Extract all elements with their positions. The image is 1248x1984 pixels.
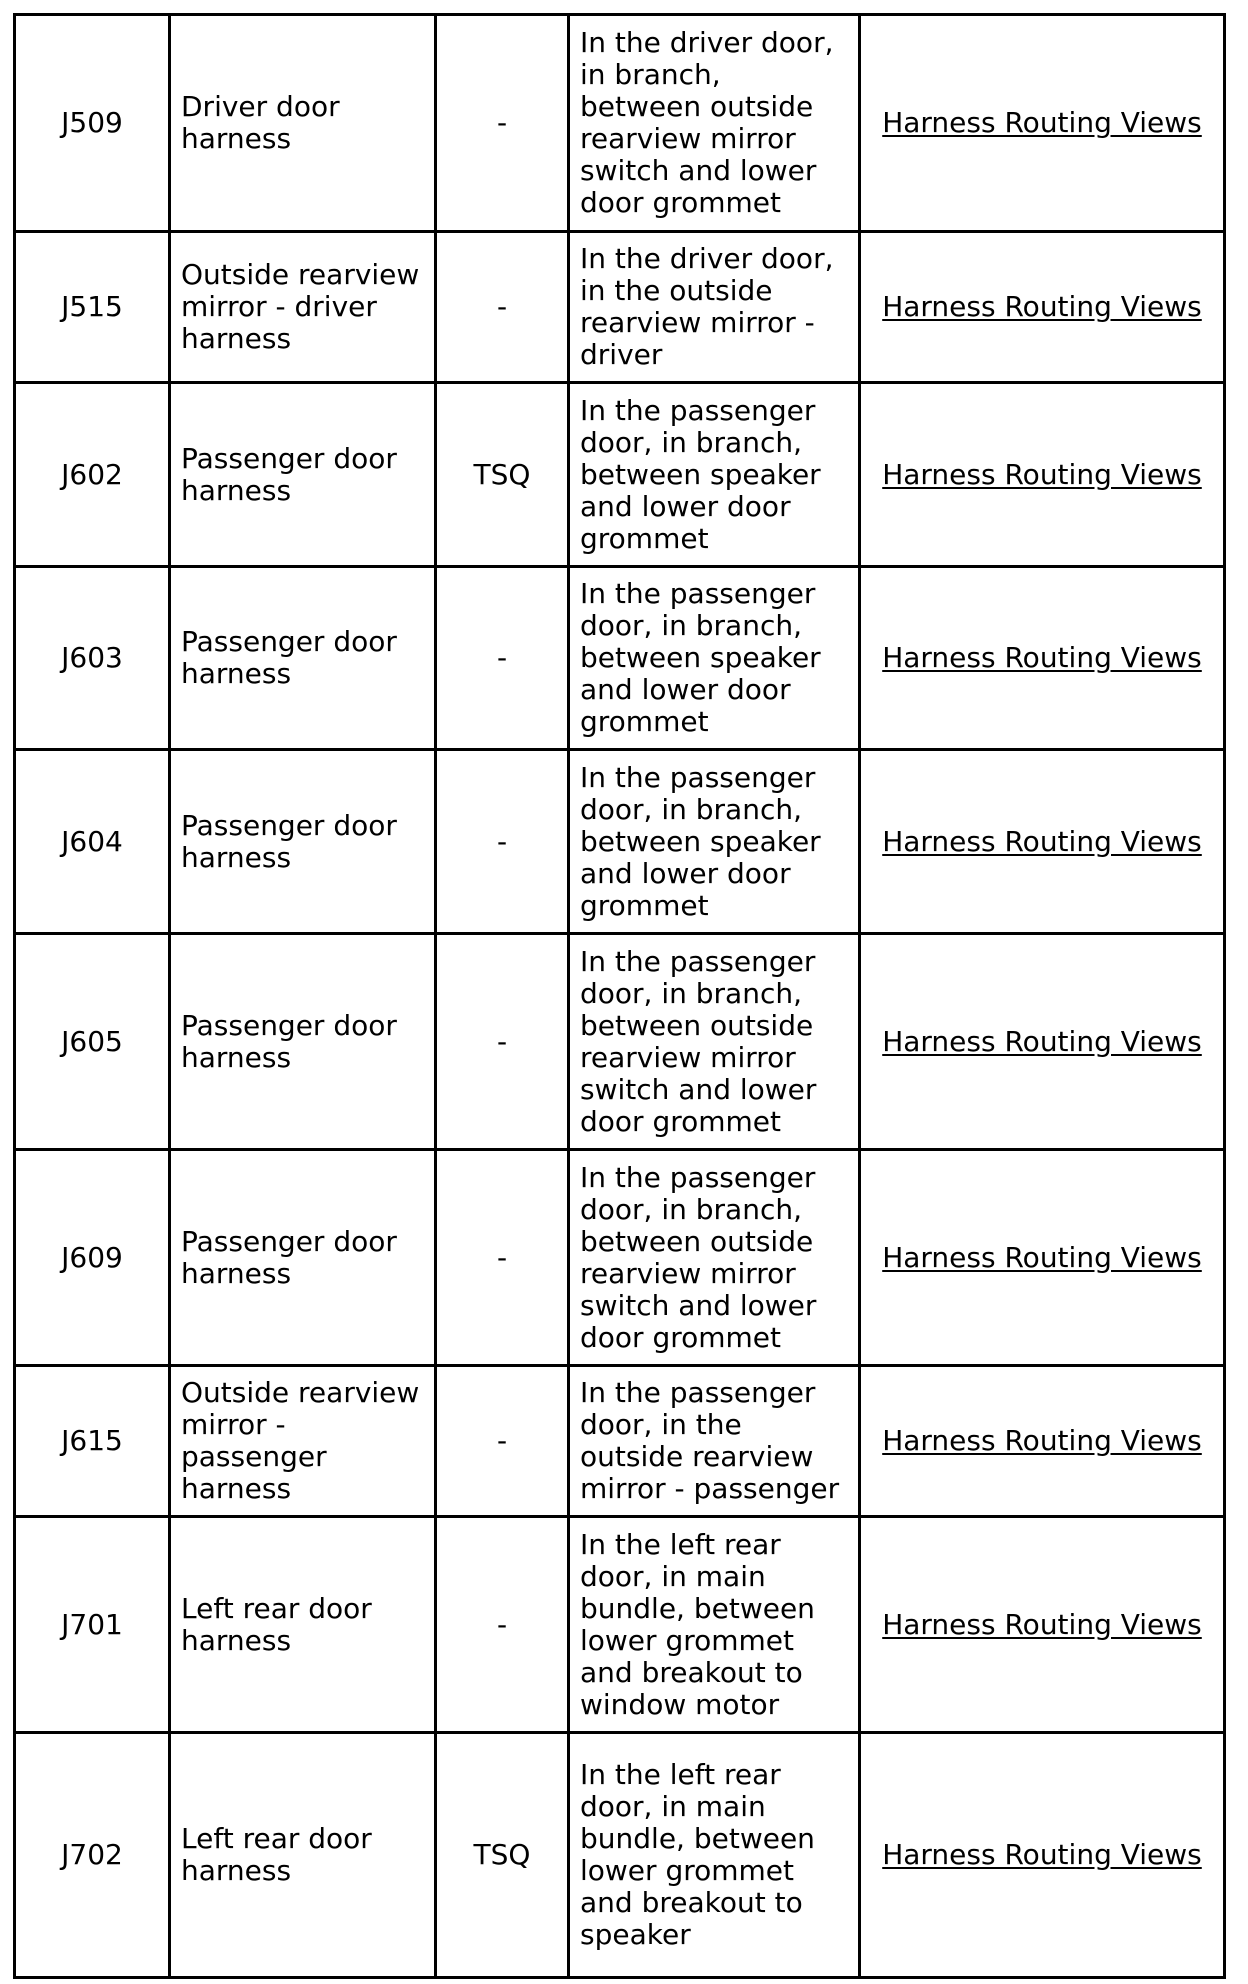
location-text: In the passenger door, in branch, between outside rearview mirror switch and lower door grommet bbox=[569, 934, 860, 1150]
connector-id: J602 bbox=[15, 383, 170, 567]
link-cell bbox=[860, 750, 1225, 934]
option-code: TSQ bbox=[436, 1733, 569, 1978]
option-code: - bbox=[436, 567, 569, 750]
option-code: - bbox=[436, 934, 569, 1150]
table-row bbox=[15, 934, 1225, 1150]
table-row bbox=[15, 232, 1225, 383]
connector-id: J603 bbox=[15, 567, 170, 750]
option-code: - bbox=[436, 1517, 569, 1733]
location-text: In the passenger door, in branch, between speaker and lower door grommet bbox=[569, 567, 860, 750]
table-row bbox=[15, 15, 1225, 232]
connector-id: J609 bbox=[15, 1150, 170, 1366]
connector-id: J605 bbox=[15, 934, 170, 1150]
harness-routing-views-link[interactable]: Harness Routing Views bbox=[882, 824, 1202, 858]
location-text: In the passenger door, in branch, between speaker and lower door grommet bbox=[569, 383, 860, 567]
harness-routing-views-link[interactable]: Harness Routing Views bbox=[882, 290, 1202, 323]
harness-routing-views-link[interactable]: Harness Routing Views bbox=[882, 1240, 1202, 1274]
harness-routing-views-link[interactable]: Harness Routing Views bbox=[882, 1424, 1202, 1457]
harness-name: Passenger door harness bbox=[170, 567, 436, 750]
harness-name: Passenger door harness bbox=[170, 383, 436, 567]
connector-id: J509 bbox=[15, 15, 170, 232]
harness-routing-views-link[interactable]: Harness Routing Views bbox=[882, 1024, 1202, 1058]
harness-name: Outside rearview mirror - passenger harness bbox=[170, 1366, 436, 1517]
harness-name: Passenger door harness bbox=[170, 1150, 436, 1366]
link-cell bbox=[860, 567, 1225, 750]
link-cell bbox=[860, 15, 1225, 232]
connector-id: J701 bbox=[15, 1517, 170, 1733]
harness-routing-views-link[interactable]: Harness Routing Views bbox=[882, 457, 1202, 491]
location-text: In the left rear door, in main bundle, between lower grommet and breakout to window motor bbox=[569, 1517, 860, 1733]
option-code: - bbox=[436, 1150, 569, 1366]
location-text: In the passenger door, in branch, between outside rearview mirror switch and lower door grommet bbox=[569, 1150, 860, 1366]
table-row bbox=[15, 383, 1225, 567]
harness-routing-views-link[interactable]: Harness Routing Views bbox=[882, 106, 1202, 139]
table-row bbox=[15, 750, 1225, 934]
harness-name: Driver door harness bbox=[170, 15, 436, 232]
link-cell bbox=[860, 1366, 1225, 1517]
harness-name: Left rear door harness bbox=[170, 1733, 436, 1978]
link-cell bbox=[860, 934, 1225, 1150]
location-text: In the passenger door, in branch, between speaker and lower door grommet bbox=[569, 750, 860, 934]
harness-name: Left rear door harness bbox=[170, 1517, 436, 1733]
link-cell bbox=[860, 1150, 1225, 1366]
link-cell bbox=[860, 232, 1225, 383]
harness-name: Passenger door harness bbox=[170, 750, 436, 934]
harness-routing-views-link[interactable]: Harness Routing Views bbox=[882, 1838, 1202, 1871]
table-row bbox=[15, 1517, 1225, 1733]
table-row bbox=[15, 1366, 1225, 1517]
harness-name: Outside rearview mirror - driver harness bbox=[170, 232, 436, 383]
location-text: In the driver door, in the outside rearview mirror - driver bbox=[569, 232, 860, 383]
location-text: In the left rear door, in main bundle, between lower grommet and breakout to speaker bbox=[569, 1733, 860, 1978]
connector-id: J702 bbox=[15, 1733, 170, 1978]
table-row bbox=[15, 1733, 1225, 1978]
connector-location-table bbox=[13, 13, 1226, 1979]
option-code: TSQ bbox=[436, 383, 569, 567]
table-row bbox=[15, 1150, 1225, 1366]
connector-id: J604 bbox=[15, 750, 170, 934]
option-code: - bbox=[436, 232, 569, 383]
link-cell bbox=[860, 1517, 1225, 1733]
table-row bbox=[15, 567, 1225, 750]
connector-id: J615 bbox=[15, 1366, 170, 1517]
link-cell bbox=[860, 1733, 1225, 1978]
option-code: - bbox=[436, 15, 569, 232]
location-text: In the passenger door, in the outside rearview mirror - passenger bbox=[569, 1366, 860, 1517]
harness-name: Passenger door harness bbox=[170, 934, 436, 1150]
harness-routing-views-link[interactable]: Harness Routing Views bbox=[882, 641, 1202, 674]
option-code: - bbox=[436, 750, 569, 934]
link-cell bbox=[860, 383, 1225, 567]
harness-routing-views-link[interactable]: Harness Routing Views bbox=[882, 1607, 1202, 1641]
location-text: In the driver door, in branch, between outside rearview mirror switch and lower door grommet bbox=[569, 15, 860, 232]
option-code: - bbox=[436, 1366, 569, 1517]
connector-id: J515 bbox=[15, 232, 170, 383]
